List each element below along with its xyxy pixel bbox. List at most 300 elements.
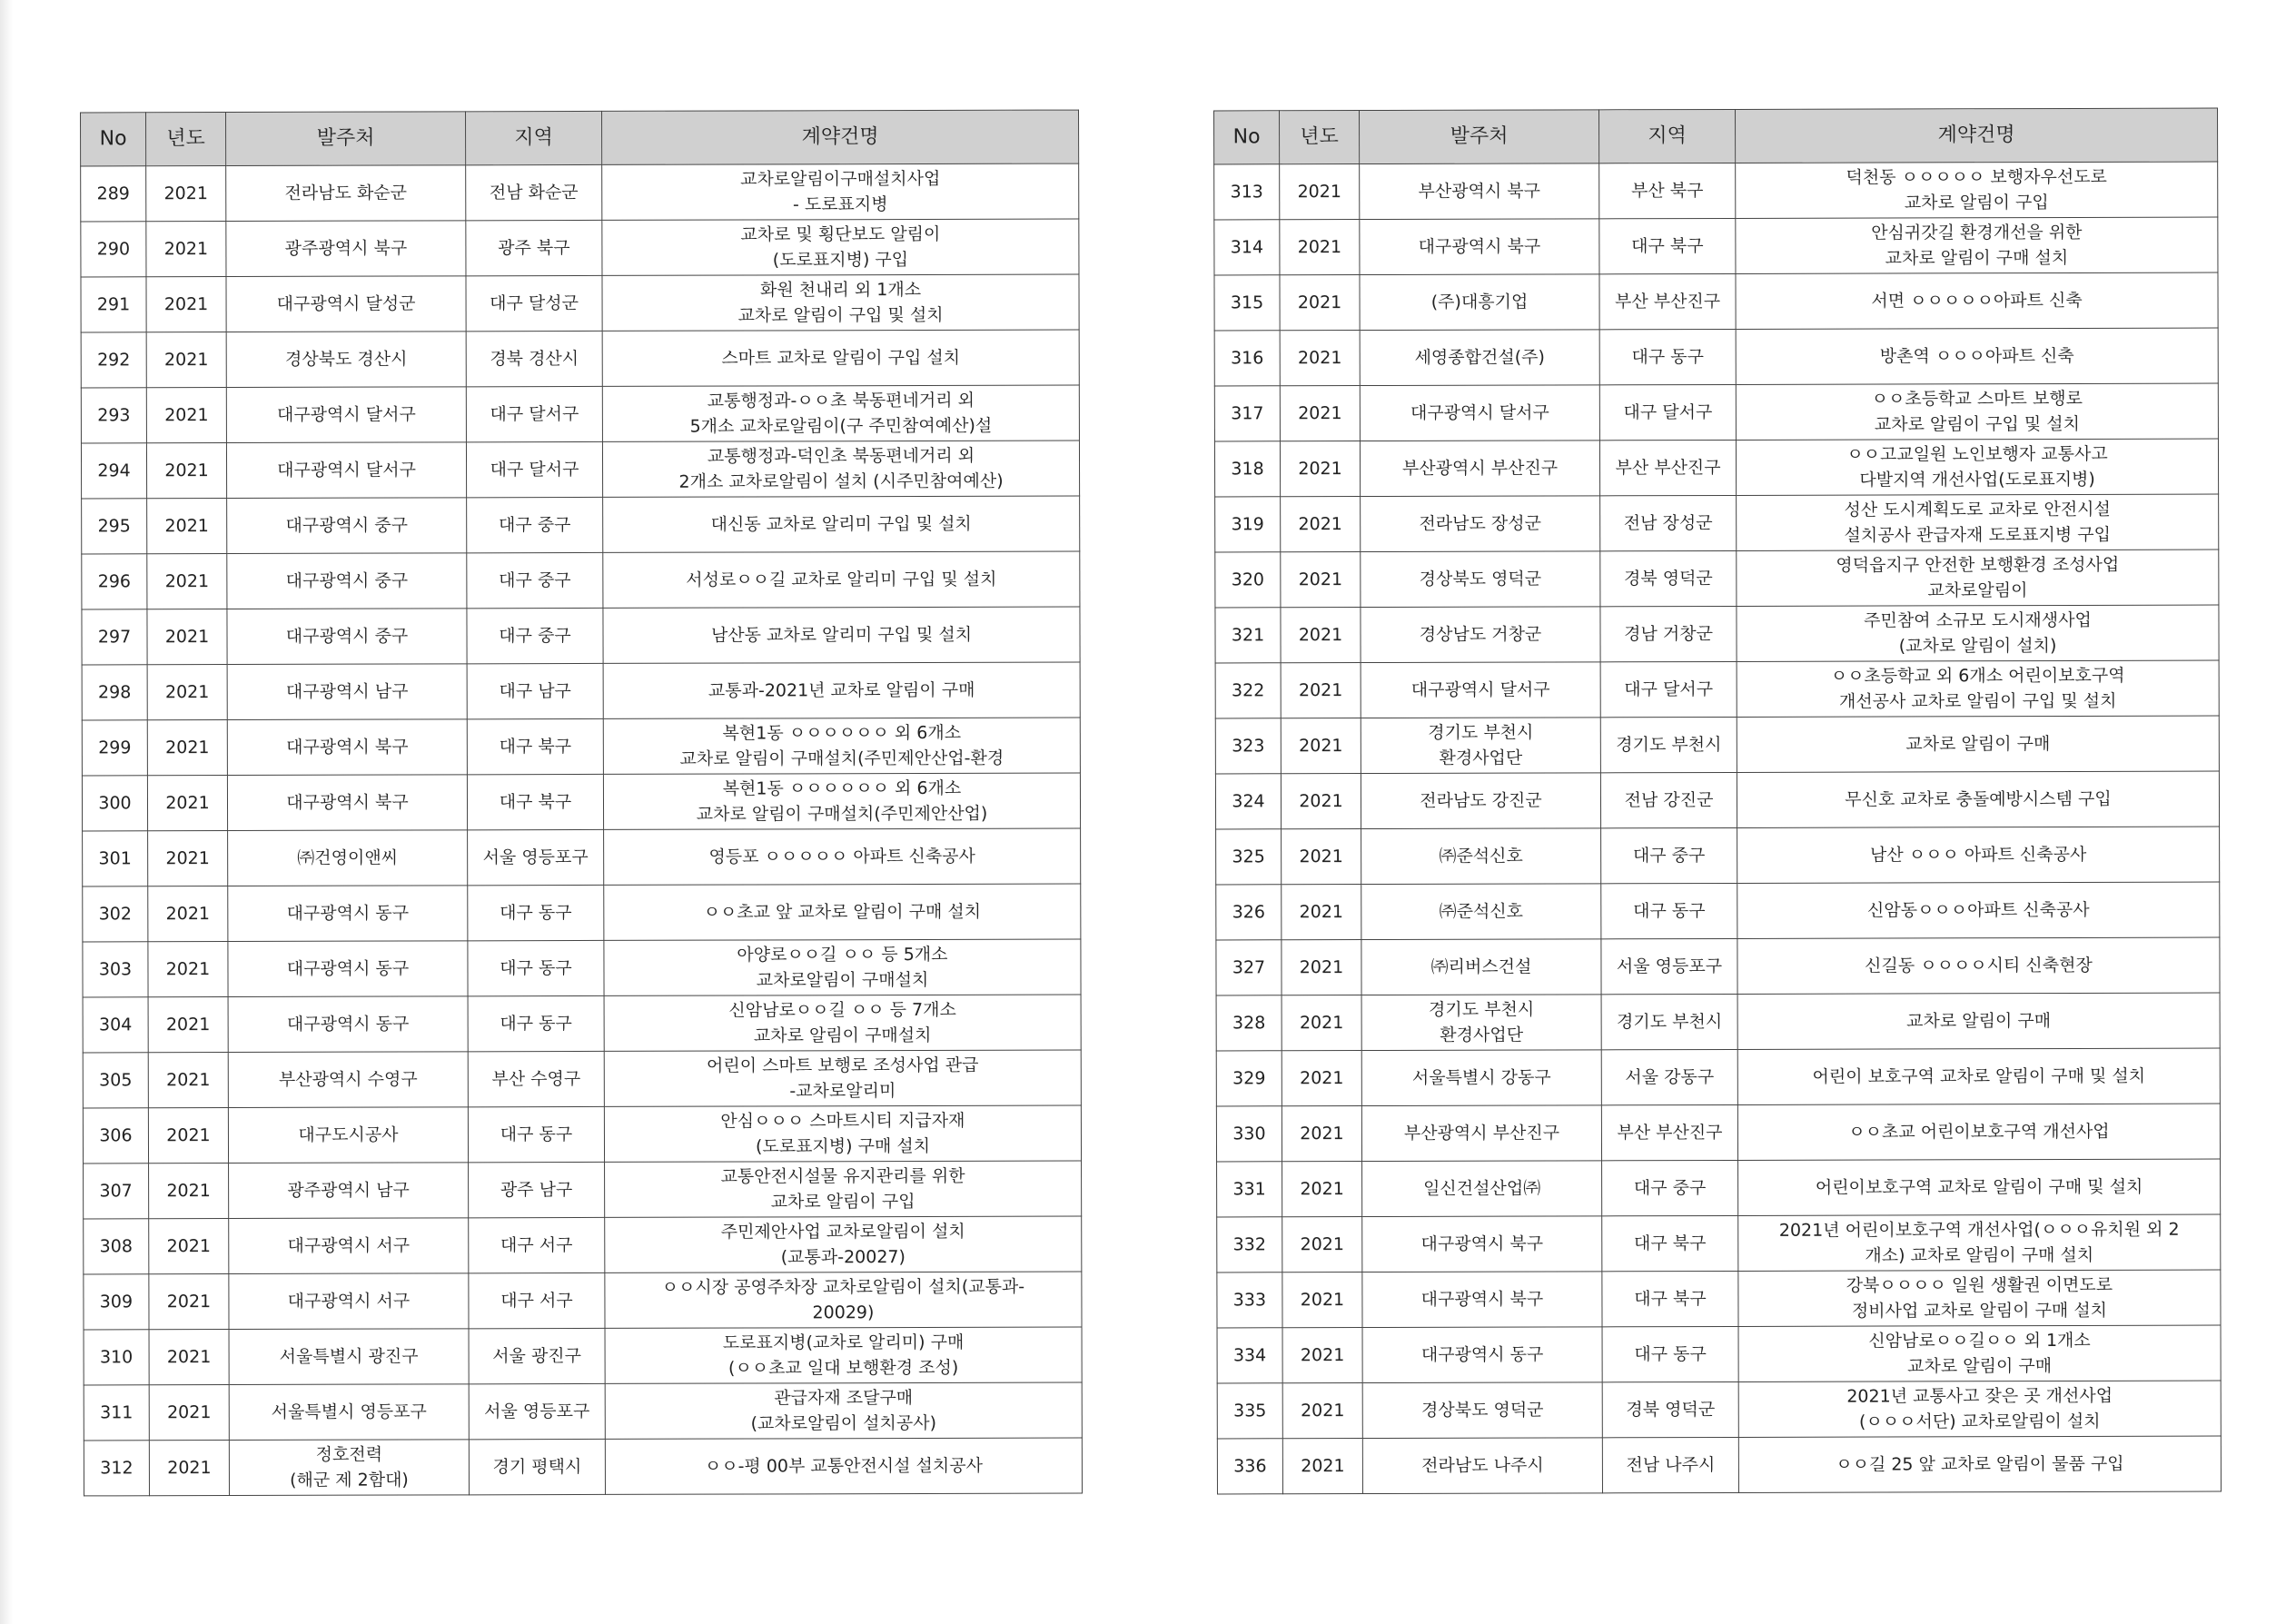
cell-no: 317 (1214, 386, 1280, 441)
table-body-left (81, 163, 1083, 1496)
cell-client: 대구광역시 북구 (227, 775, 467, 831)
cell-year: 2021 (146, 332, 226, 388)
table-row (81, 163, 1079, 222)
table-body-right (1214, 162, 2222, 1494)
table-row (1216, 1048, 2220, 1106)
table-row (84, 1216, 1082, 1274)
cell-client: 대구광역시 북구 (227, 719, 467, 776)
cell-client: 대구광역시 북구 (1360, 219, 1599, 275)
cell-year: 2021 (146, 222, 226, 277)
cell-no: 307 (84, 1164, 149, 1219)
cell-year: 2021 (1281, 663, 1361, 718)
cell-no: 293 (81, 388, 146, 443)
cell-client: 전라남도 나주시 (1362, 1438, 1602, 1494)
cell-title: 어린이 보호구역 교차로 알림이 구매 및 설치 (1737, 1048, 2220, 1104)
cell-client: 부산광역시 부산진구 (1361, 1105, 1601, 1162)
cell-client: 부산광역시 북구 (1360, 163, 1599, 220)
cell-year: 2021 (149, 1330, 229, 1385)
table-row (84, 1438, 1082, 1496)
cell-no: 329 (1216, 1051, 1282, 1106)
cell-region: 서울 강동구 (1601, 1049, 1737, 1104)
cell-year: 2021 (146, 166, 226, 222)
cell-client: 경상북도 영덕군 (1361, 551, 1600, 608)
cell-year: 2021 (149, 1385, 229, 1441)
cell-client: 대구광역시 달서구 (226, 442, 466, 499)
cell-no: 289 (81, 166, 146, 222)
cell-title: 도로표지병(교차로 알리미) 구매 (ㅇㅇ초교 일대 보행환경 조성) (605, 1327, 1082, 1383)
cell-no: 312 (84, 1441, 149, 1496)
cell-client: 서울특별시 광진구 (229, 1329, 469, 1385)
cell-no: 295 (82, 499, 147, 554)
cell-title: 남산동 교차로 알리미 구입 및 설치 (603, 607, 1080, 663)
cell-region: 대구 중구 (467, 552, 603, 608)
cell-no: 331 (1217, 1162, 1282, 1217)
header-year: 년도 (1280, 111, 1360, 164)
cell-year: 2021 (1282, 1439, 1362, 1494)
cell-year: 2021 (147, 776, 227, 831)
cell-region: 대구 서구 (469, 1217, 605, 1272)
table-row (1214, 162, 2218, 220)
cell-no: 322 (1215, 663, 1281, 718)
cell-region: 대구 북구 (1602, 1271, 1738, 1326)
cell-region: 광주 남구 (469, 1162, 605, 1217)
table-row (84, 1382, 1082, 1441)
cell-client: 대구광역시 동구 (228, 886, 468, 942)
cell-year: 2021 (1282, 1217, 1362, 1272)
cell-region: 대구 남구 (467, 663, 603, 718)
cell-year: 2021 (149, 1164, 229, 1219)
table-row (1215, 771, 2219, 829)
cell-no: 291 (81, 277, 146, 332)
cell-region: 대구 달서구 (1600, 661, 1737, 717)
table-row (1216, 827, 2220, 885)
cell-client: 대구도시공사 (228, 1107, 468, 1164)
cell-client: 경기도 부천시 환경사업단 (1361, 995, 1601, 1051)
cell-year: 2021 (1282, 1106, 1361, 1162)
header-region: 지역 (466, 111, 602, 164)
cell-region: 대구 달성군 (466, 275, 602, 331)
cell-no: 314 (1214, 220, 1280, 275)
header-region: 지역 (1599, 109, 1736, 163)
cell-region: 부산 수영구 (468, 1051, 604, 1106)
cell-no: 335 (1217, 1383, 1282, 1439)
cell-title: 교차로 및 횡단보도 알림이 (도로표지병) 구입 (602, 219, 1079, 275)
cell-region: 경북 영덕군 (1600, 550, 1737, 606)
cell-no: 326 (1216, 885, 1282, 940)
cell-no: 305 (83, 1053, 148, 1108)
table-row (83, 939, 1081, 997)
table-row (82, 718, 1080, 776)
cell-year: 2021 (148, 831, 228, 886)
cell-no: 297 (82, 609, 147, 665)
cell-no: 298 (82, 665, 147, 720)
cell-title: ㅇㅇ고교일원 노인보행자 교통사고 다발지역 개선사업(도로표지병) (1736, 439, 2218, 495)
cell-region: 대구 동구 (468, 1106, 604, 1162)
scan-edge (0, 0, 13, 1624)
cell-year: 2021 (1280, 386, 1360, 441)
table-row (1216, 937, 2220, 995)
cell-region: 부산 부산진구 (1599, 440, 1736, 495)
cell-region: 경기도 부천시 (1601, 994, 1737, 1049)
cell-client: 부산광역시 부산진구 (1360, 441, 1599, 497)
header-client: 발주처 (1360, 110, 1599, 164)
cell-year: 2021 (148, 1053, 228, 1108)
cell-title: 화원 천내리 외 1개소 교차로 알림이 구입 및 설치 (602, 274, 1079, 331)
table-row (1217, 1325, 2221, 1383)
cell-no: 325 (1216, 829, 1282, 885)
header-title: 계약건명 (1736, 108, 2218, 163)
cell-client: 경상남도 거창군 (1361, 607, 1600, 663)
cell-client: 대구광역시 달서구 (226, 387, 466, 443)
cell-no: 333 (1217, 1272, 1282, 1328)
cell-region: 대구 동구 (1602, 1326, 1738, 1381)
cell-no: 311 (84, 1385, 149, 1441)
cell-title: 교통행정과-ㅇㅇ초 북동편네거리 외 5개소 교차로알림이(구 주민참여예산)설 (602, 385, 1079, 441)
table-row (1214, 217, 2218, 275)
cell-client: 광주광역시 남구 (229, 1163, 469, 1219)
cell-title: 교차로 알림이 구매 (1737, 716, 2219, 772)
cell-client: 대구광역시 서구 (229, 1218, 469, 1274)
cell-year: 2021 (1281, 774, 1361, 829)
cell-no: 321 (1215, 608, 1281, 663)
header-row (1214, 108, 2218, 164)
table-row (84, 1272, 1082, 1330)
cell-no: 323 (1215, 718, 1281, 774)
cell-region: 대구 달서구 (466, 386, 602, 441)
table-row (1217, 1270, 2221, 1328)
table-row (1215, 660, 2219, 718)
cell-client: 대구광역시 동구 (228, 941, 468, 997)
cell-region: 대구 중구 (1602, 1160, 1738, 1215)
table-row (82, 551, 1080, 609)
cell-region: 경기 평택시 (469, 1439, 605, 1494)
cell-no: 319 (1215, 497, 1281, 552)
cell-title: 교통행정과-덕인초 북동편네거리 외 2개소 교차로알림이 설치 (시주민참여예산) (602, 441, 1079, 497)
cell-title: 복현1동 ㅇㅇㅇㅇㅇㅇ 외 6개소 교차로 알림이 구매설치(주민제안산업-환경 (603, 718, 1080, 774)
cell-client: 대구광역시 달서구 (1361, 662, 1600, 718)
cell-title: 어린이 스마트 보행로 조성사업 관급 -교차로알리미 (604, 1050, 1081, 1106)
cell-no: 310 (84, 1330, 149, 1385)
cell-year: 2021 (1280, 441, 1360, 497)
cell-region: 경기도 부천시 (1600, 717, 1737, 772)
cell-client: 서울특별시 강동구 (1361, 1050, 1601, 1106)
cell-title: 관급자재 조달구매 (교차로알림이 설치공사) (605, 1382, 1082, 1439)
table-row (81, 219, 1079, 277)
table-row (83, 995, 1081, 1053)
cell-title: ㅇㅇ초교 앞 교차로 알림이 구매 설치 (604, 884, 1081, 940)
cell-region: 대구 북구 (467, 718, 603, 774)
cell-no: 332 (1217, 1217, 1282, 1272)
table-row (1214, 272, 2218, 331)
cell-year: 2021 (148, 997, 228, 1053)
cell-title: 신암남로ㅇㅇ길 ㅇㅇ 등 7개소 교차로 알림이 구매설치 (604, 995, 1081, 1051)
cell-title: 신암남로ㅇㅇ길ㅇㅇ 외 1개소 교차로 알림이 구매 (1738, 1325, 2221, 1381)
cell-year: 2021 (1282, 885, 1361, 940)
cell-year: 2021 (149, 1441, 229, 1496)
header-row (81, 110, 1079, 166)
cell-year: 2021 (1282, 1051, 1361, 1106)
cell-region: 서울 영등포구 (469, 1383, 605, 1439)
cell-client: 대구광역시 서구 (229, 1273, 469, 1330)
table-row (1214, 383, 2218, 441)
table-row (82, 496, 1080, 554)
cell-no: 301 (83, 831, 148, 886)
cell-client: ㈜준석신호 (1361, 884, 1601, 940)
cell-title: 교통과-2021년 교차로 알림이 구매 (603, 662, 1080, 718)
cell-year: 2021 (1280, 220, 1360, 275)
header-year: 년도 (146, 113, 226, 166)
cell-client: 세영종합건설(주) (1360, 330, 1599, 386)
cell-year: 2021 (146, 388, 226, 443)
cell-no: 336 (1217, 1439, 1282, 1494)
cell-title: 교차로 알림이 구매 (1737, 993, 2220, 1049)
cell-title: 스마트 교차로 알림이 구입 설치 (602, 330, 1079, 386)
cell-region: 전남 화순군 (466, 164, 602, 220)
cell-region: 대구 북구 (467, 774, 603, 829)
cell-no: 330 (1216, 1106, 1282, 1162)
cell-year: 2021 (148, 886, 228, 942)
table-row (1216, 882, 2220, 940)
cell-year: 2021 (1282, 1272, 1362, 1328)
cell-region: 대구 달서구 (1599, 384, 1736, 440)
cell-year: 2021 (149, 1219, 229, 1274)
table-row (1217, 1214, 2221, 1272)
cell-title: 대신동 교차로 알리미 구입 및 설치 (603, 496, 1080, 552)
cell-title: 안심귀갓길 환경개선을 위한 교차로 알림이 구매 설치 (1736, 217, 2218, 273)
cell-client: 전라남도 화순군 (226, 165, 466, 222)
table-row (81, 330, 1079, 388)
contract-table-right (1213, 108, 2222, 1495)
cell-no: 309 (84, 1274, 149, 1330)
cell-client: 광주광역시 북구 (226, 221, 466, 277)
cell-region: 대구 동구 (1599, 329, 1736, 384)
cell-region: 경남 거창군 (1600, 606, 1737, 661)
cell-no: 304 (83, 997, 148, 1053)
table-row (82, 607, 1080, 665)
cell-client: 대구광역시 중구 (227, 498, 467, 554)
cell-title: 교통안전시설물 유지관리를 위한 교차로 알림이 구입 (605, 1161, 1082, 1217)
table-row (1217, 1159, 2221, 1217)
cell-year: 2021 (147, 499, 227, 554)
cell-title: ㅇㅇ시장 공영주차장 교차로알림이 설치(교통과- 20029) (605, 1272, 1082, 1328)
cell-title: 안심ㅇㅇㅇ 스마트시티 지급자재 (도로표지병) 구매 설치 (604, 1105, 1081, 1162)
cell-no: 306 (83, 1108, 148, 1164)
header-no: No (81, 113, 146, 166)
cell-no: 315 (1214, 275, 1280, 331)
cell-region: 부산 부산진구 (1599, 273, 1736, 329)
contract-table-left (80, 110, 1083, 1497)
cell-region: 서울 영등포구 (1601, 938, 1737, 994)
cell-year: 2021 (1282, 1383, 1362, 1439)
cell-year: 2021 (147, 609, 227, 665)
cell-client: 대구광역시 달서구 (1360, 385, 1599, 441)
cell-year: 2021 (149, 1274, 229, 1330)
cell-client: 경상북도 영덕군 (1362, 1382, 1602, 1439)
cell-title: 무신호 교차로 충돌예방시스템 구입 (1737, 771, 2219, 827)
cell-no: 313 (1214, 164, 1280, 220)
cell-year: 2021 (148, 1108, 228, 1164)
cell-year: 2021 (1282, 829, 1361, 885)
cell-client: ㈜리버스건설 (1361, 939, 1601, 995)
cell-region: 대구 북구 (1599, 218, 1736, 273)
header-client: 발주처 (226, 112, 466, 166)
table-row (82, 773, 1080, 831)
cell-title: 방촌역 ㅇㅇㅇ아파트 신축 (1736, 328, 2218, 384)
table-row (83, 1105, 1081, 1164)
table-row (84, 1327, 1082, 1385)
cell-no: 318 (1214, 441, 1280, 497)
cell-no: 327 (1216, 940, 1282, 995)
cell-client: 서울특별시 영등포구 (229, 1384, 469, 1441)
cell-region: 광주 북구 (466, 220, 602, 275)
cell-title: ㅇㅇ초교 어린이보호구역 개선사업 (1737, 1104, 2220, 1160)
cell-client: ㈜건영이앤씨 (228, 830, 468, 886)
table-row (81, 385, 1079, 443)
cell-region: 경북 경산시 (466, 331, 602, 386)
cell-no: 292 (81, 332, 146, 388)
table-row (1214, 439, 2218, 497)
cell-year: 2021 (147, 554, 227, 609)
table-row (83, 1050, 1081, 1108)
cell-no: 303 (83, 942, 148, 997)
cell-title: 어린이보호구역 교차로 알림이 구매 및 설치 (1738, 1159, 2221, 1215)
cell-year: 2021 (1282, 940, 1361, 995)
table-row (1216, 1104, 2220, 1162)
cell-no: 296 (82, 554, 147, 609)
cell-year: 2021 (1281, 497, 1361, 552)
cell-title: 영등포 ㅇㅇㅇㅇㅇ 아파트 신축공사 (604, 828, 1081, 885)
cell-year: 2021 (1282, 1328, 1362, 1383)
cell-client: 경상북도 경산시 (226, 332, 466, 388)
cell-no: 300 (82, 776, 147, 831)
cell-region: 대구 동구 (468, 995, 604, 1051)
cell-title: 주민참여 소규모 도시재생사업 (교차로 알림이 설치) (1737, 605, 2219, 661)
cell-region: 부산 부산진구 (1601, 1104, 1737, 1160)
cell-title: 덕천동 ㅇㅇㅇㅇㅇ 보행자우선도로 교차로 알림이 구입 (1736, 162, 2218, 218)
cell-no: 294 (81, 443, 146, 499)
table-row (83, 828, 1081, 886)
cell-title: ㅇㅇ초등학교 스마트 보행로 교차로 알림이 구입 및 설치 (1736, 383, 2218, 440)
cell-title: 성산 도시계획도로 교차로 안전시설 설치공사 관급자재 도로표지병 구입 (1737, 494, 2219, 550)
cell-region: 대구 동구 (468, 885, 604, 940)
cell-client: 대구광역시 달성군 (226, 276, 466, 332)
cell-region: 대구 중구 (467, 497, 603, 552)
cell-year: 2021 (1280, 275, 1360, 331)
cell-year: 2021 (1281, 552, 1361, 608)
cell-region: 전남 나주시 (1602, 1437, 1738, 1492)
table-row (1215, 550, 2219, 608)
cell-year: 2021 (146, 443, 226, 499)
cell-client: 대구광역시 중구 (227, 553, 467, 609)
cell-region: 대구 동구 (1601, 883, 1737, 938)
cell-region: 부산 북구 (1599, 163, 1736, 218)
cell-title: 강북ㅇㅇㅇㅇ 일원 생활권 이면도로 정비사업 교차로 알림이 구매 설치 (1738, 1270, 2221, 1326)
cell-year: 2021 (147, 665, 227, 720)
cell-year: 2021 (1280, 331, 1360, 386)
header-title: 계약건명 (602, 110, 1079, 164)
cell-no: 308 (84, 1219, 149, 1274)
table-row (81, 441, 1079, 499)
cell-client: 대구광역시 중구 (227, 609, 467, 665)
cell-region: 서울 광진구 (469, 1328, 605, 1383)
cell-title: 남산 ㅇㅇㅇ 아파트 신축공사 (1737, 827, 2220, 883)
cell-no: 320 (1215, 552, 1281, 608)
table-row (84, 1161, 1082, 1219)
cell-title: 주민제안사업 교차로알림이 설치 (교통과-20027) (605, 1216, 1082, 1272)
cell-title: 서면 ㅇㅇㅇㅇㅇ아파트 신축 (1736, 272, 2218, 329)
table-row (82, 662, 1080, 720)
table-row (1215, 494, 2219, 552)
cell-region: 전남 강진군 (1600, 772, 1737, 827)
cell-year: 2021 (1280, 164, 1360, 220)
cell-no: 290 (81, 222, 146, 277)
cell-client: 정호전력 (해군 제 2함대) (229, 1440, 469, 1496)
header-no: No (1214, 111, 1280, 164)
cell-no: 302 (83, 886, 148, 942)
cell-region: 대구 달서구 (466, 441, 602, 497)
cell-title: ㅇㅇ길 25 앞 교차로 알림이 물품 구입 (1738, 1436, 2221, 1492)
cell-year: 2021 (148, 942, 228, 997)
cell-client: 일신건설산업㈜ (1362, 1161, 1602, 1217)
cell-client: 대구광역시 남구 (227, 664, 467, 720)
cell-client: ㈜준석신호 (1361, 828, 1601, 885)
cell-title: 복현1동 ㅇㅇㅇㅇㅇㅇ 외 6개소 교차로 알림이 구매설치(주민제안산업) (603, 773, 1080, 829)
cell-title: 2021년 교통사고 잦은 곳 개선사업 (ㅇㅇㅇ서단) 교차로알림이 설치 (1738, 1381, 2221, 1437)
cell-title: 신길동 ㅇㅇㅇㅇ시티 신축현장 (1737, 937, 2220, 994)
cell-title: ㅇㅇ초등학교 외 6개소 어린이보호구역 개선공사 교차로 알림이 구입 및 설치 (1737, 660, 2219, 717)
cell-client: (주)대흥기업 (1360, 274, 1599, 331)
cell-title: 신암동ㅇㅇㅇ아파트 신축공사 (1737, 882, 2220, 938)
table-row (1217, 1381, 2221, 1439)
table-row (1215, 605, 2219, 663)
cell-year: 2021 (1282, 1162, 1362, 1217)
cell-title: 2021년 어린이보호구역 개선사업(ㅇㅇㅇ유치원 외 2 개소) 교차로 알림이 구매 설치 (1738, 1214, 2221, 1271)
cell-title: ㅇㅇ-평 00부 교통안전시설 설치공사 (605, 1438, 1082, 1494)
cell-year: 2021 (1282, 995, 1361, 1051)
table-row (81, 274, 1079, 332)
table-row (1216, 993, 2220, 1051)
cell-client: 대구광역시 북구 (1362, 1216, 1602, 1272)
cell-no: 299 (82, 720, 147, 776)
cell-region: 대구 북구 (1602, 1215, 1738, 1271)
cell-title: 교차로알림이구매설치사업 - 도로표지병 (602, 163, 1079, 220)
cell-region: 경북 영덕군 (1602, 1381, 1738, 1437)
cell-region: 대구 중구 (1601, 827, 1737, 883)
cell-year: 2021 (146, 277, 226, 332)
cell-client: 전라남도 강진군 (1361, 773, 1600, 829)
cell-year: 2021 (1281, 608, 1361, 663)
cell-client: 부산광역시 수영구 (228, 1052, 468, 1108)
cell-title: 서성로ㅇㅇ길 교차로 알리미 구입 및 설치 (603, 551, 1080, 608)
cell-client: 경기도 부천시 환경사업단 (1361, 718, 1600, 774)
table-row (83, 884, 1081, 942)
cell-no: 324 (1215, 774, 1281, 829)
cell-year: 2021 (147, 720, 227, 776)
cell-no: 334 (1217, 1328, 1282, 1383)
cell-region: 서울 영등포구 (468, 829, 604, 885)
cell-client: 전라남도 장성군 (1361, 496, 1600, 552)
cell-year: 2021 (1281, 718, 1361, 774)
cell-client: 대구광역시 동구 (228, 996, 468, 1053)
cell-region: 대구 중구 (467, 608, 603, 663)
table-row (1214, 328, 2218, 386)
cell-region: 대구 동구 (468, 940, 604, 995)
cell-client: 대구광역시 북구 (1362, 1272, 1602, 1328)
table-row (1215, 716, 2219, 774)
cell-no: 316 (1214, 331, 1280, 386)
cell-no: 328 (1216, 995, 1282, 1051)
cell-region: 대구 서구 (469, 1272, 605, 1328)
